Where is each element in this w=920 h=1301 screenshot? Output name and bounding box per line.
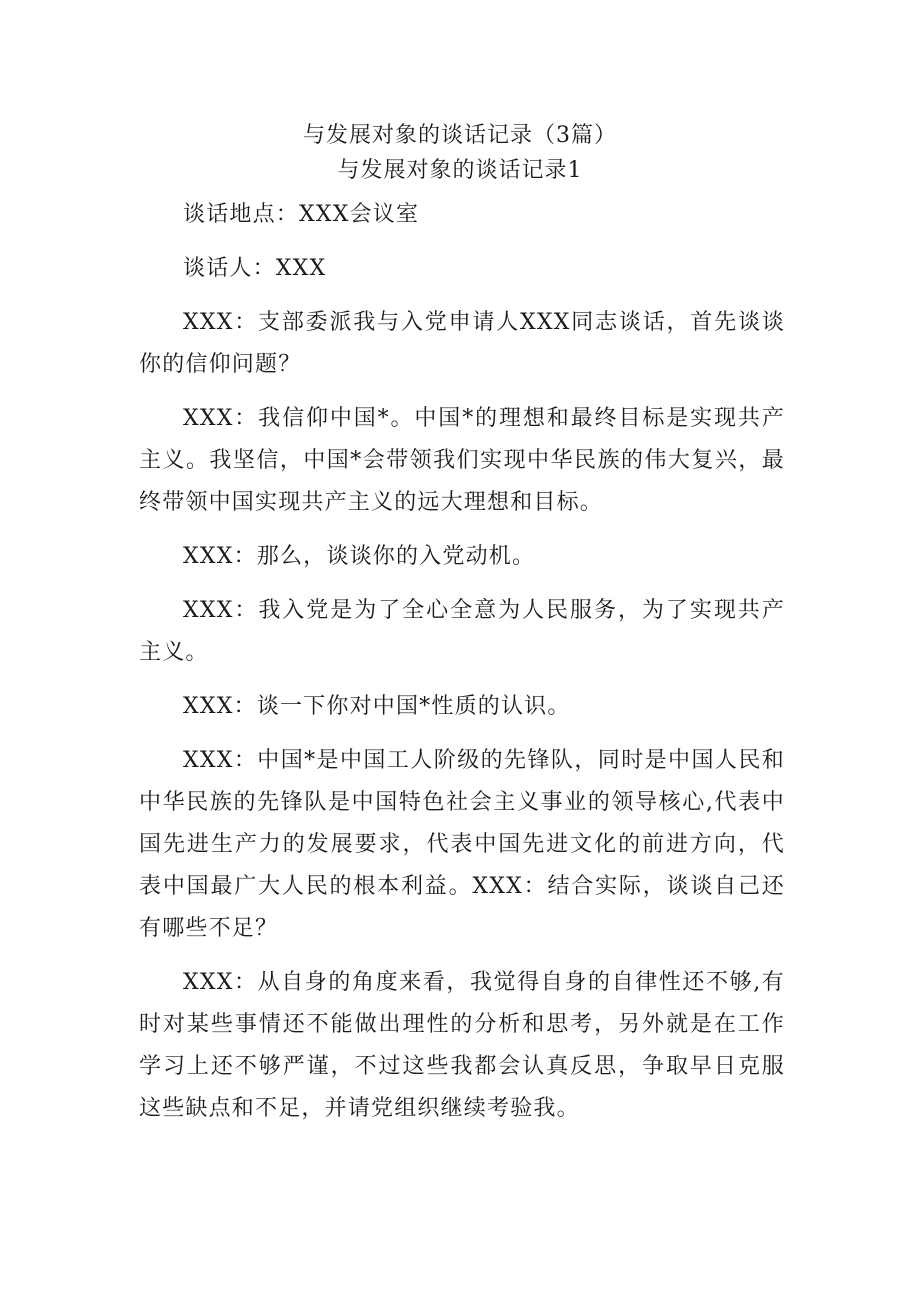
document-subtitle: 与发展对象的谈话记录1: [337, 158, 583, 183]
paragraph-question-motive: XXX：那么，谈谈你的入党动机。: [183, 544, 536, 569]
document-body: [139, 194, 785, 1142]
paragraph-answer-belief: XXX：我信仰中国*。中国*的理想和最终目标是实现共产主义。我坚信，中国*会带领我们实现中华民族的伟大复兴，最终带领中国实现共产主义的远大理想和目标。: [139, 406, 785, 515]
document-title: 与发展对象的谈话记录（3篇）: [303, 123, 617, 148]
paragraph-answer-shortcomings: XXX：从自身的角度来看，我觉得自身的自律性还不够,有时对某些事情还不能做出理性的分析和思考，另外就是在工作学习上还不够严谨，不过这些我都会认真反思，争取早日克服这些缺点和不足，并请党组织继续考验我。: [139, 970, 785, 1121]
paragraph-question-belief: XXX：支部委派我与入党申请人XXX同志谈话，首先谈谈你的信仰问题？: [139, 310, 785, 377]
meeting-location: 谈话地点：XXX会议室: [183, 202, 420, 227]
paragraph-answer-motive: XXX：我入党是为了全心全意为人民服务，为了实现共产主义。: [139, 598, 785, 665]
paragraph-question-nature: XXX：谈一下你对中国*性质的认识。: [183, 694, 571, 719]
interviewer: 谈话人：XXX: [183, 256, 327, 281]
paragraph-answer-nature: XXX：中国*是中国工人阶级的先锋队，同时是中国人民和中华民族的先锋队是中国特色社会主义事业的领导核心,代表中国先进生产力的发展要求，代表中国先进文化的前进方向，代表中国最广大人民的根本利益。XXX：结合实际，谈谈自己还有哪些不足？: [139, 748, 785, 941]
